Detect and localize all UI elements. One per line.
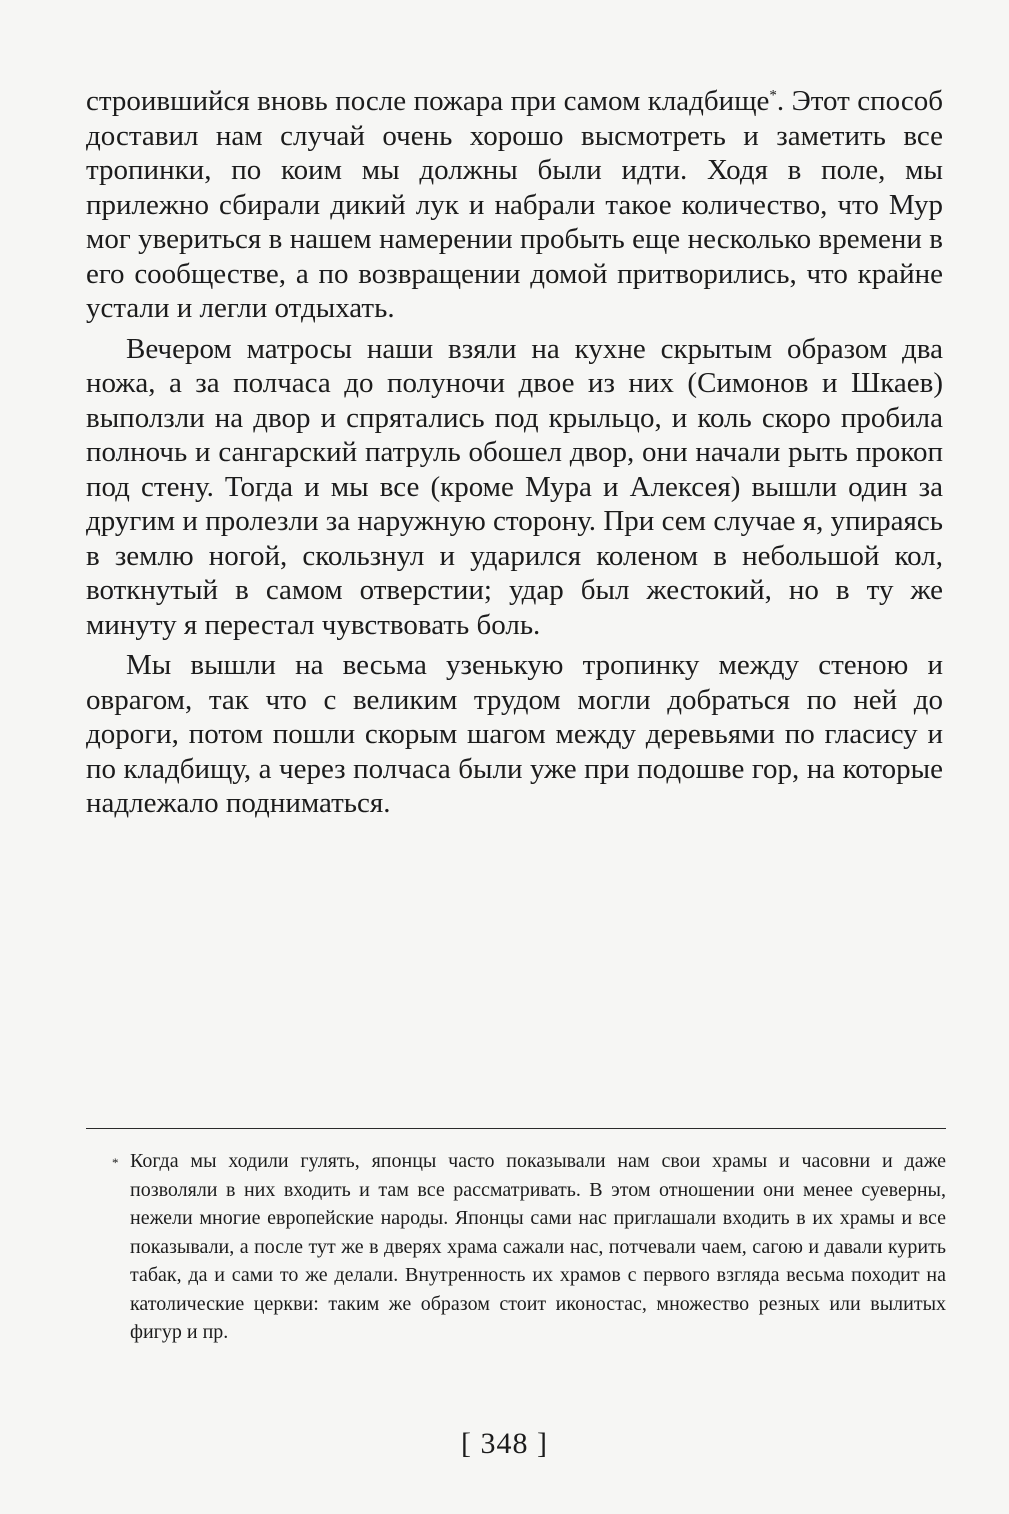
main-text bbox=[86, 84, 943, 821]
paragraph-1-start: строившийся вновь после пожара при самом кладбище bbox=[86, 85, 770, 117]
footnote-reference-mark: * bbox=[769, 87, 777, 104]
paragraph-1 bbox=[86, 84, 943, 326]
paragraph-2: Вечером матросы наши взяли на кухне скрытым образом два ножа, а за полчаса до полуночи двое из них (Симонов и Шкаев) выползли на двор и спрятались под крыльцо, и коль скоро пробила полночь и сангарский патруль обошел двор, они начали рыть прокоп под стену. Тогда и мы все (кроме Мура и Алексея) вышли один за другим и пролезли за наружную сторону. При сем случае я, упираясь в землю ногой, скользнул и ударился коленом в небольшой кол, воткнутый в самом отверстии; удар был жестокий, но в ту же минуту я перестал чувствовать боль. bbox=[86, 332, 943, 641]
paragraph-1-rest: . Этот способ доставил нам случай очень хорошо высмотреть и заметить все тропинки, по коим мы должны были идти. Ходя в поле, мы прилежно сбирали дикий лук и набрали такое количество, что Мур мог увериться в нашем намерении пробыть еще несколько времени в его сообществе, а по возвращении домой притворились, что крайне устали и легли отдыхать. bbox=[86, 85, 944, 324]
footnote-divider bbox=[86, 1128, 946, 1129]
footnote bbox=[112, 1147, 946, 1347]
page-number: [ 348 ] bbox=[461, 1427, 548, 1460]
footnote-marker: * bbox=[112, 1155, 119, 1170]
paragraph-3: Мы вышли на весьма узенькую тропинку между стеною и оврагом, так что с великим трудом могли добраться по ней до дороги, потом пошли скорым шагом между деревьями по гласису и по кладбищу, а через полчаса были уже при подошве гор, на которые надлежало подниматься. bbox=[86, 649, 943, 819]
footnote-text: Когда мы ходили гулять, японцы часто показывали нам свои храмы и часовни и даже позволяли в них входить и там все рассматривать. В этом отношении они менее суеверны, нежели многие европейские народы. Японцы сами нас приглашали входить в их храмы и все показывали, а после тут же в дверях храма сажали нас, потчевали чаем, сагою и давали курить табак, да и сами то же делали. Внутренность их храмов с первого взгляда весьма походит на католические церкви: таким же образом стоит иконостас, множество резных или вылитых фигур и пр. bbox=[130, 1150, 946, 1343]
